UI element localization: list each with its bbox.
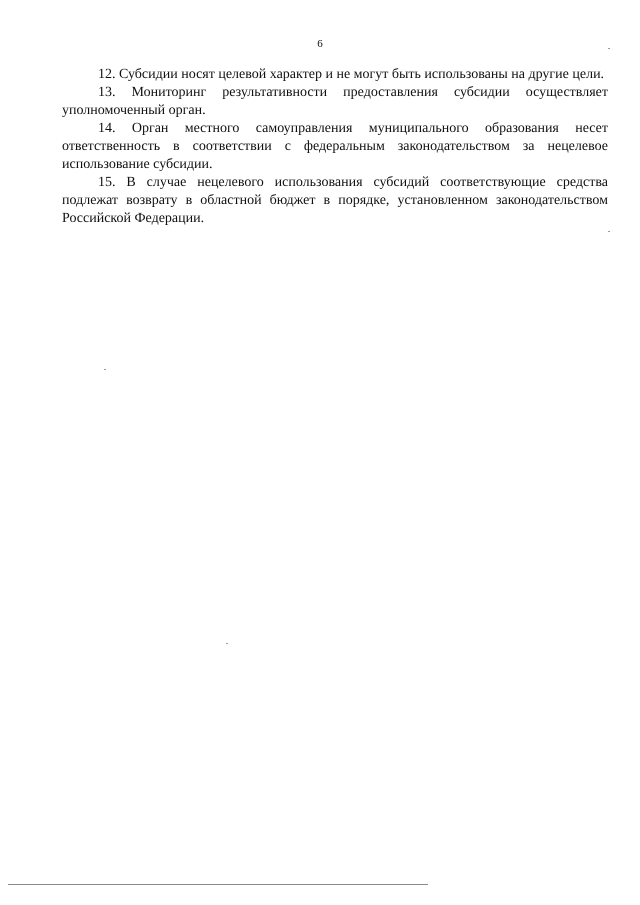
page-number: 6: [317, 38, 323, 50]
document-body: [62, 66, 608, 228]
scan-speck: [608, 231, 610, 232]
scan-speck: [104, 369, 106, 370]
paragraph-13: 13. Мониторинг результативности предоставления субсидии осуществляет уполномоченный орган.: [62, 85, 608, 118]
bottom-rule: [8, 884, 428, 885]
paragraph-14: 14. Орган местного самоуправления муниципального образования несет ответственность в соответствии с федеральным законодательством за нецелевое использование субсидии.: [62, 121, 608, 172]
paragraph-15: 15. В случае нецелевого использования субсидий соответствующие средства подлежат возврату в областной бюджет в порядке, установленном законодательством Российской Федерации.: [62, 175, 608, 226]
paragraph-12: 12. Субсидии носят целевой характер и не могут быть использованы на другие цели.: [98, 67, 605, 82]
scan-speck: [226, 643, 228, 644]
scan-speck: [608, 48, 610, 49]
